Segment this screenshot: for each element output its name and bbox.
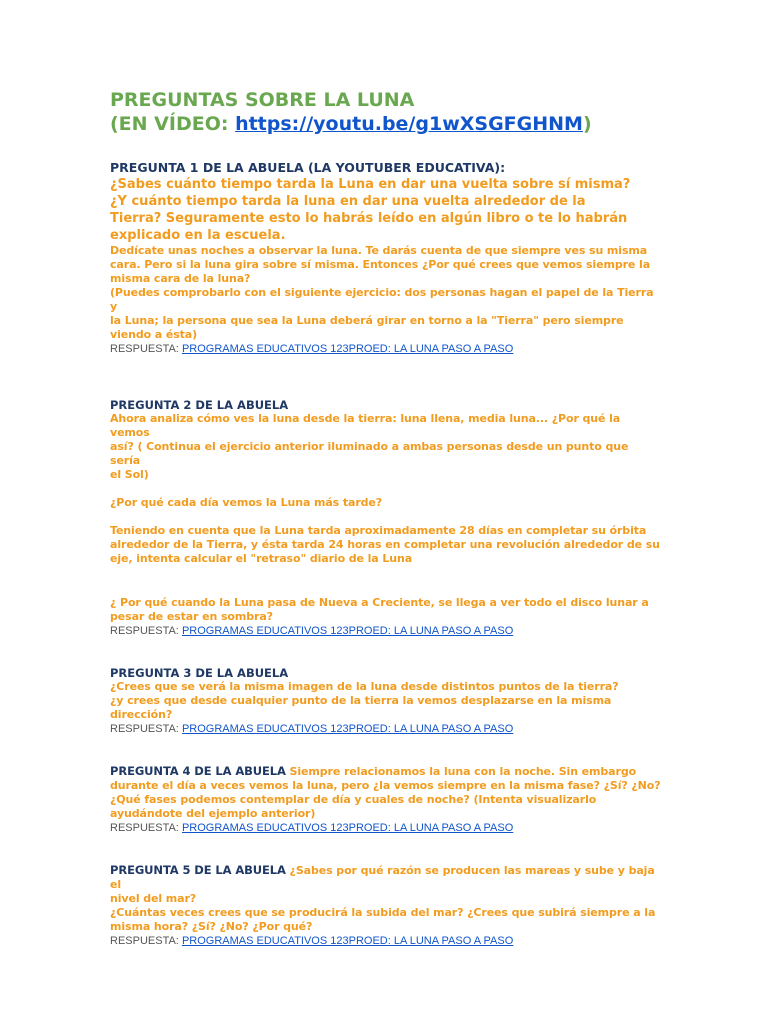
response-link-3[interactable]: PROGRAMAS EDUCATIVOS 123PROED: LA LUNA PASO A PASO: [181, 723, 514, 735]
question-1: [110, 160, 662, 356]
question-1-body: Dedícate unas noches a observar la luna. Te darás cuenta de que siempre ves su misma cara. Pero si la luna gira sobre sí misma. Entonces ¿Por qué crees que vemos siempre la misma cara de la luna? (Puedes comprobarlo con el siguiente ejercicio: dos personas hagan el papel de la Tierra y la Luna; la persona que sea la Luna deberá girar en torno a la "Tierra" pero siempre viendo a ésta): [110, 244, 654, 341]
document-page: [110, 88, 662, 948]
title-line-1: PREGUNTAS SOBRE LA LUNA: [110, 89, 415, 111]
question-2-heading: PREGUNTA 2 DE LA ABUELA: [110, 398, 289, 412]
response-link-4[interactable]: PROGRAMAS EDUCATIVOS 123PROED: LA LUNA PASO A PASO: [181, 822, 514, 834]
question-4-response: RESPUESTA: PROGRAMAS EDUCATIVOS 123PROED: LA LUNA PASO A PASO: [110, 822, 514, 834]
question-5: [110, 863, 662, 948]
title-prefix: (EN VÍDEO:: [110, 113, 236, 135]
question-3-heading: PREGUNTA 3 DE LA ABUELA: [110, 666, 289, 680]
question-5-body: PREGUNTA 5 DE LA ABUELA ¿Sabes por qué razón se producen las mareas y sube y baja el nivel del mar? ¿Cuántas veces crees que se producirá la subida del mar? ¿Crees que subirá siempre a la misma hora? ¿Sí? ¿No? ¿Por qué?: [110, 863, 656, 933]
response-link-2[interactable]: PROGRAMAS EDUCATIVOS 123PROED: LA LUNA PASO A PASO: [181, 625, 514, 637]
video-link[interactable]: https://youtu.be/g1wXSGFGHNM: [235, 113, 583, 135]
question-3: [110, 666, 662, 736]
response-link-5[interactable]: PROGRAMAS EDUCATIVOS 123PROED: LA LUNA PASO A PASO: [181, 935, 514, 947]
question-4-heading: PREGUNTA 4 DE LA ABUELA: [110, 764, 286, 778]
question-1-heading: PREGUNTA 1 DE LA ABUELA (LA YOUTUBER EDUCATIVA):: [110, 160, 506, 175]
response-link-1[interactable]: PROGRAMAS EDUCATIVOS 123PROED: LA LUNA PASO A PASO: [181, 343, 514, 355]
question-4-body: PREGUNTA 4 DE LA ABUELA Siempre relacionamos la luna con la noche. Sin embargo durante el día a veces vemos la luna, pero ¿la vemos siempre en la misma fase? ¿Sí? ¿No? ¿Qué fases podemos contemplar de día y cuales de noche? (Intenta visualizarlo ayudándote del ejemplo anterior): [110, 764, 661, 820]
question-3-response: RESPUESTA: PROGRAMAS EDUCATIVOS 123PROED: LA LUNA PASO A PASO: [110, 723, 514, 735]
question-2: [110, 398, 662, 638]
question-1-response: [110, 342, 662, 356]
question-4: [110, 764, 662, 835]
title-suffix: ): [582, 113, 592, 135]
question-2-para-3: Teniendo en cuenta que la Luna tarda aproximadamente 28 días en completar su órbita alrededor de la Tierra, y ésta tarda 24 horas en completar una revolución alrededor de su eje, intenta calcular el "retraso" diario de la Luna: [110, 524, 660, 565]
question-5-response: RESPUESTA: PROGRAMAS EDUCATIVOS 123PROED: LA LUNA PASO A PASO: [110, 935, 514, 947]
response-label: RESPUESTA:: [110, 343, 179, 355]
question-2-para-4: ¿ Por qué cuando la Luna pasa de Nueva a Creciente, se llega a ver todo el disco lunar a pesar de estar en sombra?: [110, 596, 649, 623]
question-2-para-2: ¿Por qué cada día vemos la Luna más tarde?: [110, 496, 383, 509]
page-title: [110, 88, 662, 136]
question-1-intro: ¿Sabes cuánto tiempo tarda la Luna en dar una vuelta sobre sí misma? ¿Y cuánto tiempo tarda la luna en dar una vuelta alrededor de la Tierra? Seguramente esto lo habrás leído en algún libro o te lo habrán explicado en la escuela.: [110, 177, 631, 243]
question-2-response: RESPUESTA: PROGRAMAS EDUCATIVOS 123PROED: LA LUNA PASO A PASO: [110, 625, 514, 637]
question-2-para-1: Ahora analiza cómo ves la luna desde la tierra: luna llena, media luna... ¿Por qué la vemos así? ( Continua el ejercicio anterior iluminado a ambas personas desde un punto que sería el Sol): [110, 412, 629, 481]
question-3-body: ¿Crees que se verá la misma imagen de la luna desde distintos puntos de la tierra? ¿y crees que desde cualquier punto de la tierra la vemos desplazarse en la misma dirección?: [110, 680, 619, 721]
question-5-heading: PREGUNTA 5 DE LA ABUELA: [110, 863, 286, 877]
